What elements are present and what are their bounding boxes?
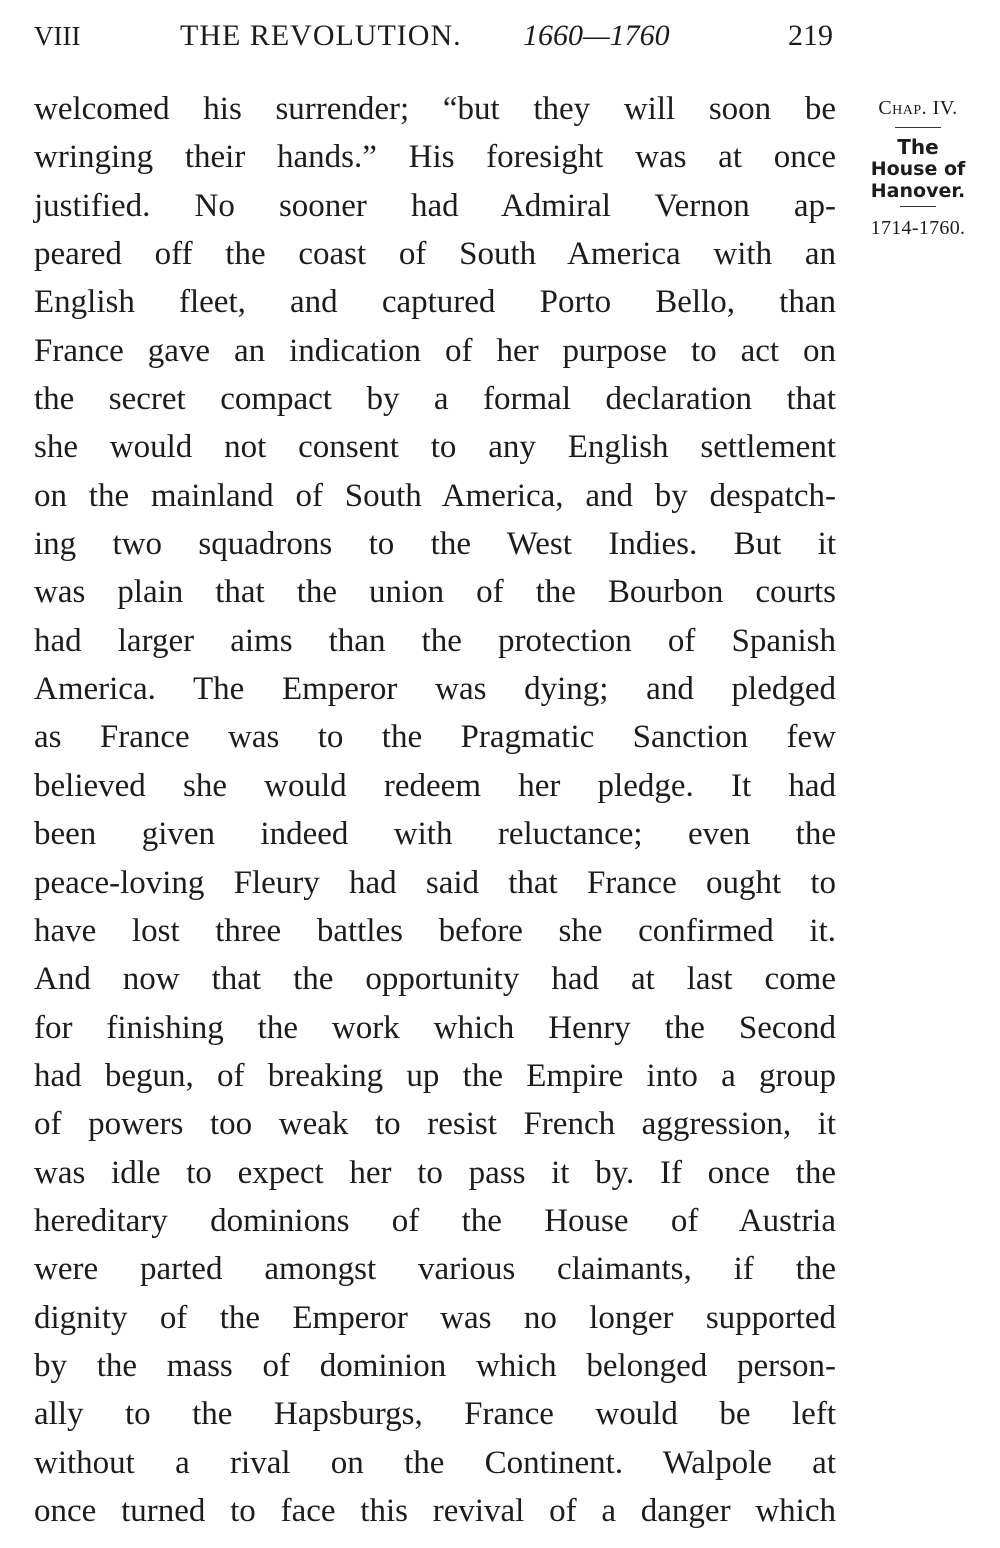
title-dates: 1660—1760 bbox=[523, 19, 670, 52]
text-line: peared off the coast of South America with an bbox=[34, 236, 836, 273]
body-text bbox=[34, 85, 836, 1535]
text-line: of powers too weak to resist French aggression, it bbox=[34, 1106, 836, 1143]
margin-rule bbox=[895, 127, 941, 128]
margin-section-heading: The bbox=[897, 135, 939, 159]
text-line: as France was to the Pragmatic Sanction few bbox=[34, 719, 836, 756]
text-line: was plain that the union of the Bourbon courts bbox=[34, 574, 836, 611]
margin-rule bbox=[900, 206, 936, 207]
text-line: were parted amongst various claimants, if the bbox=[34, 1251, 836, 1288]
running-head bbox=[0, 14, 1000, 58]
margin-section-heading: House of bbox=[870, 158, 966, 180]
text-line: she would not consent to any English settlement bbox=[34, 429, 836, 466]
margin-years: 1714-1760. bbox=[870, 217, 966, 239]
text-line: ing two squadrons to the West Indies. But it bbox=[34, 526, 836, 563]
margin-section-heading: Hanover. bbox=[870, 180, 966, 202]
text-line: dignity of the Emperor was no longer supported bbox=[34, 1299, 836, 1336]
book-title: THE REVOLUTION. bbox=[180, 19, 462, 52]
text-line: peace-loving Fleury had said that France ought to bbox=[34, 864, 836, 901]
text-line: believed she would redeem her pledge. It had bbox=[34, 767, 836, 804]
text-line: welcomed his surrender; “but they will soon be bbox=[34, 91, 836, 127]
text-line: And now that the opportunity had at last come bbox=[34, 961, 836, 998]
page-number: 219 bbox=[788, 19, 833, 52]
margin-notes bbox=[856, 95, 980, 241]
text-line: on the mainland of South America, and by despatch- bbox=[34, 477, 836, 514]
text-line: for finishing the work which Henry the Second bbox=[34, 1009, 836, 1046]
text-line: was idle to expect her to pass it by. If once the bbox=[34, 1154, 836, 1191]
text-line: hereditary dominions of the House of Austria bbox=[34, 1202, 836, 1239]
text-line: ally to the Hapsburgs, France would be left bbox=[34, 1396, 836, 1433]
margin-chapter: Chap. IV. bbox=[878, 97, 958, 119]
text-line: had larger aims than the protection of Spanish bbox=[34, 622, 836, 659]
text-line: wringing their hands.” His foresight was at once bbox=[34, 139, 836, 176]
text-line: English fleet, and captured Porto Bello, than bbox=[34, 284, 836, 321]
text-line: had begun, of breaking up the Empire into a group bbox=[34, 1057, 836, 1094]
text-line: France gave an indication of her purpose to act on bbox=[34, 332, 836, 369]
chapter-numeral: VIII bbox=[34, 21, 81, 51]
text-line: once turned to face this revival of a danger which bbox=[34, 1492, 836, 1529]
text-line: justified. No sooner had Admiral Vernon ap- bbox=[34, 187, 836, 224]
text-line: America. The Emperor was dying; and pledged bbox=[34, 671, 836, 708]
text-line: by the mass of dominion which belonged person- bbox=[34, 1347, 836, 1384]
text-line: without a rival on the Continent. Walpole at bbox=[34, 1444, 836, 1481]
text-line: the secret compact by a formal declaration that bbox=[34, 381, 836, 418]
text-line: have lost three battles before she confirmed it. bbox=[34, 912, 836, 949]
text-line: been given indeed with reluctance; even the bbox=[34, 816, 836, 853]
